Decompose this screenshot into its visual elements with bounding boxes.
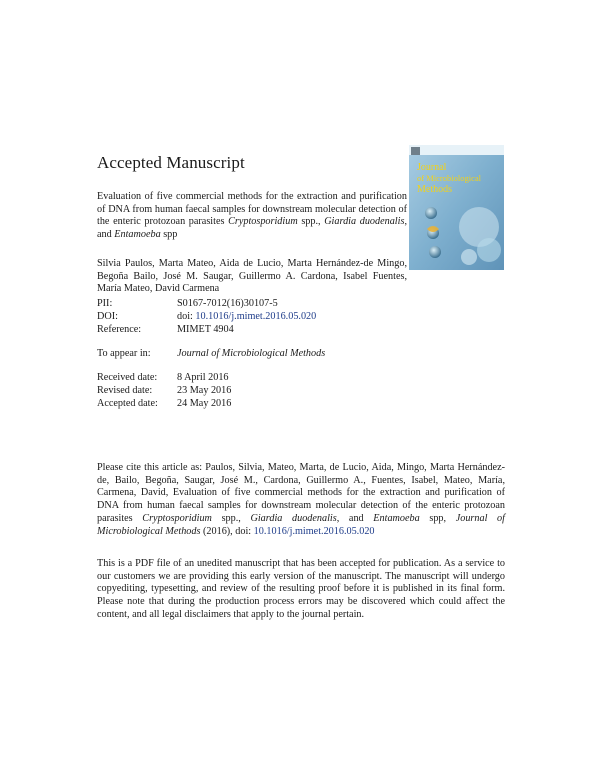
meta-reference — [97, 324, 234, 337]
accepted-label: Accepted date: — [97, 398, 158, 409]
reference-value: MIMET 4904 — [177, 324, 234, 335]
meta-accepted — [97, 398, 231, 411]
meta-doi — [97, 311, 316, 324]
revised-value: 23 May 2016 — [177, 385, 232, 396]
pii-label: PII: — [97, 298, 113, 309]
accepted-value: 24 May 2016 — [177, 398, 232, 409]
cover-sphere-3 — [429, 246, 441, 258]
citation-part1: Please cite this article as: Paulos, Silvia, Mateo, Marta, de Lucio, Aida, Mingo, Marta Hernández-de, Bailo, Begoña, Saugar, José M., Cardona, Guillermo A., Fuentes, Isabel, Mateo, María, Carmena, David, Evaluation of five commercial methods for the extraction and purification of DNA from human faecal samples for downstream molecular detection of the enteric protozoan parasites — [97, 462, 505, 524]
received-label: Received date: — [97, 372, 158, 383]
doi-prefix: doi: — [177, 311, 196, 322]
cover-sphere-1 — [425, 207, 437, 219]
citation-doi-link[interactable]: 10.1016/j.mimet.2016.05.020 — [253, 525, 375, 537]
meta-appear — [97, 348, 325, 361]
journal-cover-image — [409, 145, 504, 270]
meta-received — [97, 372, 229, 385]
appear-value: Journal of Microbiological Methods — [177, 348, 326, 359]
revised-label: Revised date: — [97, 385, 153, 396]
article-title — [97, 191, 407, 241]
title-cryptosporidium: Cryptosporidium — [228, 216, 298, 228]
citation-part2: spp., — [211, 512, 251, 524]
received-value: 8 April 2016 — [177, 372, 229, 383]
cover-title-methods: Methods — [417, 184, 452, 195]
title-part1: Evaluation of five commercial methods for the extraction and purification of DNA from human faecal samples for downstream molecular detection of the enteric protozoan parasites — [97, 191, 407, 228]
title-giardia: Giardia duodenalis — [324, 216, 405, 228]
citation-part5: (2016), doi: — [200, 525, 254, 537]
cover-logo-block — [411, 147, 420, 155]
citation-giardia: Giardia duodenalis — [250, 512, 337, 524]
citation-cryptosporidium: Cryptosporidium — [142, 512, 212, 524]
meta-revised — [97, 385, 231, 398]
title-part4: spp — [160, 228, 178, 240]
disclaimer-note: This is a PDF file of an unedited manuscript that has been accepted for publication. As a service to our customers we are providing this early version of the manuscript. The manuscript will undergo copyediting, typesetting, and review of the resulting proof before it is published in its final form. Please note that during the production process errors may be discovered which could affect the content, and all legal disclaimers that apply to the journal pertain. — [97, 558, 505, 620]
doi-label: DOI: — [97, 311, 118, 322]
author-list: Silvia Paulos, Marta Mateo, Aida de Lucio, Marta Hernández-de Mingo, Begoña Bailo, José M. Saugar, Guillermo A. Cardona, Isabel Fuentes, María Mateo, David Carmena — [97, 258, 407, 295]
reference-label: Reference: — [97, 324, 142, 335]
cover-top-band — [409, 145, 504, 155]
citation-part4: spp, — [419, 512, 456, 524]
meta-pii — [97, 298, 278, 311]
cover-title-microbiological: of Microbiological — [417, 173, 481, 183]
cover-cell-small — [461, 249, 477, 265]
cover-title-journal: Journal — [417, 162, 447, 173]
citation-entamoeba: Entamoeba — [373, 512, 420, 524]
cover-cell-medium — [477, 238, 501, 262]
citation-journal: Journal of Microbiological Methods — [97, 512, 505, 537]
citation-part3: , and — [336, 512, 374, 524]
citation-paragraph — [97, 462, 505, 538]
title-entamoeba: Entamoeba — [114, 228, 161, 240]
title-part3: , and — [97, 216, 407, 240]
doi-link[interactable]: 10.1016/j.mimet.2016.05.020 — [195, 311, 317, 322]
pii-value: S0167-7012(16)30107-5 — [177, 298, 278, 309]
appear-label: To appear in: — [97, 348, 151, 359]
page-heading: Accepted Manuscript — [97, 153, 245, 172]
title-part2: spp., — [297, 216, 325, 228]
